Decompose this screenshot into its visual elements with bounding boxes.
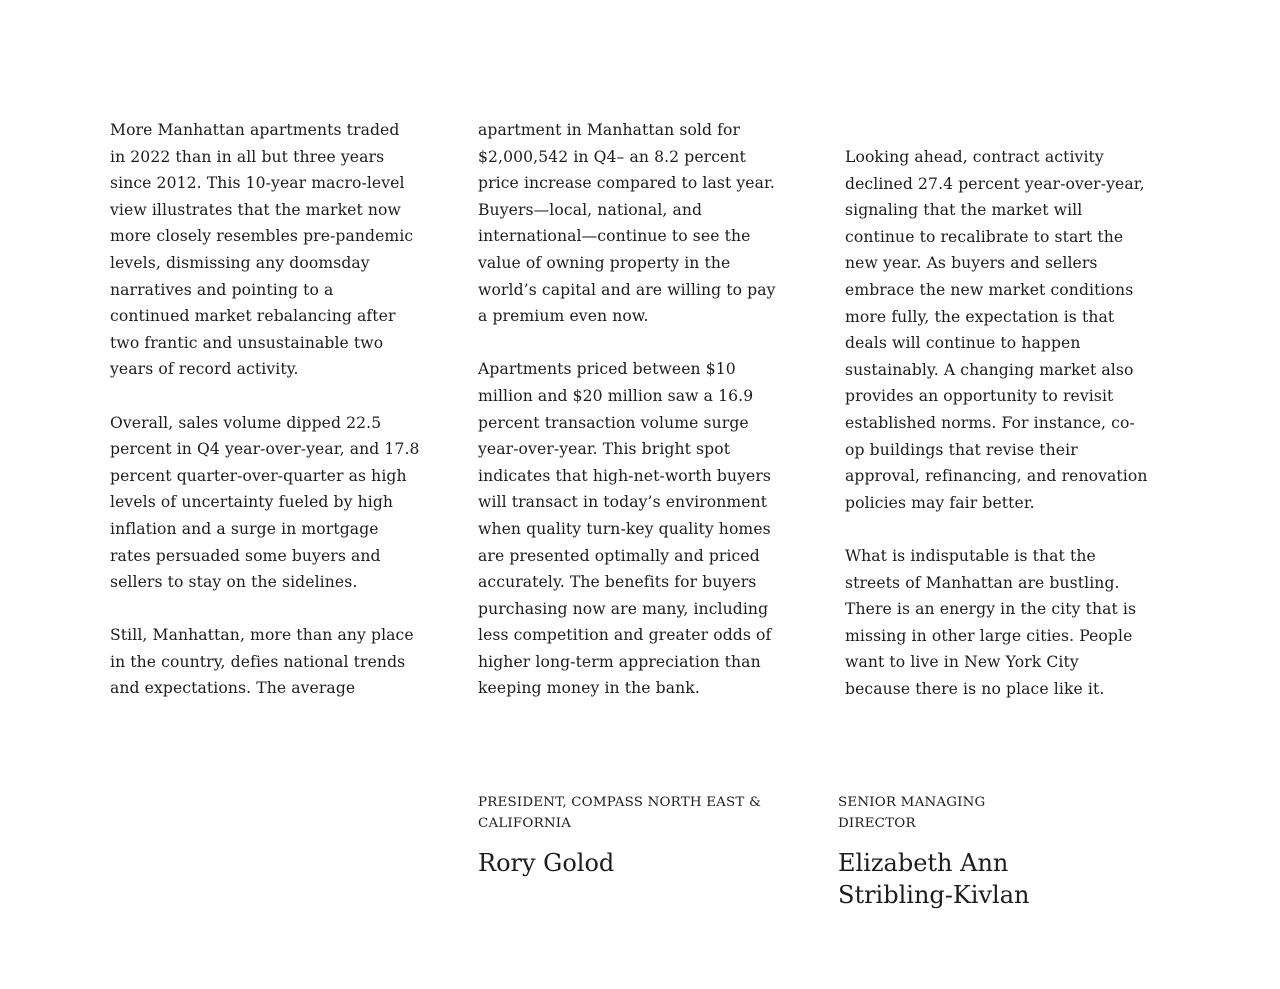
paragraph: Apartments priced between $10 million and $20 million saw a 16.9 percent transaction volume surge year-over-year. This bright spot indicates that high-net-worth buyers will transact in today’s environment when quality turn-key quality homes are presented optimally and priced accurately. The benefits for buyers purchasing now are many, including less competition and greater odds of higher long-term appreciation than keeping money in the bank. <box>478 360 772 698</box>
text-column-2 <box>478 117 818 702</box>
signature-block-president <box>478 792 798 879</box>
paragraph: apartment in Manhattan sold for $2,000,542 in Q4– an 8.2 percent price increase compared to last year. Buyers—local, national, and international—continue to see the value of owning property in the world’s capital and are willing to pay a premium even now. <box>478 121 776 326</box>
paragraph: Overall, sales volume dipped 22.5 percent in Q4 year-over-year, and 17.8 percent quarter-over-quarter as high levels of uncertainty fueled by high inflation and a surge in mortgage rates persuaded some buyers and sellers to stay on the sidelines. <box>110 413 420 592</box>
paragraph: What is indisputable is that the streets of Manhattan are bustling. There is an energy in the city that is missing in other large cities. People want to live in New York City because there is no place like it. <box>845 546 1137 698</box>
signatory-name: Elizabeth Ann Stribling-Kivlan <box>838 849 1030 909</box>
signatory-name: Rory Golod <box>478 849 615 877</box>
signatory-title: PRESIDENT, COMPASS NORTH EAST & CALIFORNIA <box>478 795 762 831</box>
paragraph: Still, Manhattan, more than any place in the country, defies national trends and expectations. The average <box>110 626 414 698</box>
paragraph: More Manhattan apartments traded in 2022 than in all but three years since 2012. This 10-year macro-level view illustrates that the market now more closely resembles pre-pandemic levels, dismissing any doomsday narratives and pointing to a continued market rebalancing after two frantic and unsustainable two years of record activity. <box>110 121 414 379</box>
signatory-title: SENIOR MANAGING DIRECTOR <box>838 795 986 831</box>
signature-block-senior-managing-director <box>838 792 1158 911</box>
text-column-3 <box>845 144 1185 702</box>
paragraph: Looking ahead, contract activity declined 27.4 percent year-over-year, signaling that the market will continue to recalibrate to start the new year. As buyers and sellers embrace the new market conditions more fully, the expectation is that deals will continue to happen sustainably. A changing market also provides an opportunity to revisit established norms. For instance, co- op buildings that revise their approval, refinancing, and renovation policies may fair better. <box>845 148 1148 512</box>
text-column-1 <box>110 117 450 702</box>
